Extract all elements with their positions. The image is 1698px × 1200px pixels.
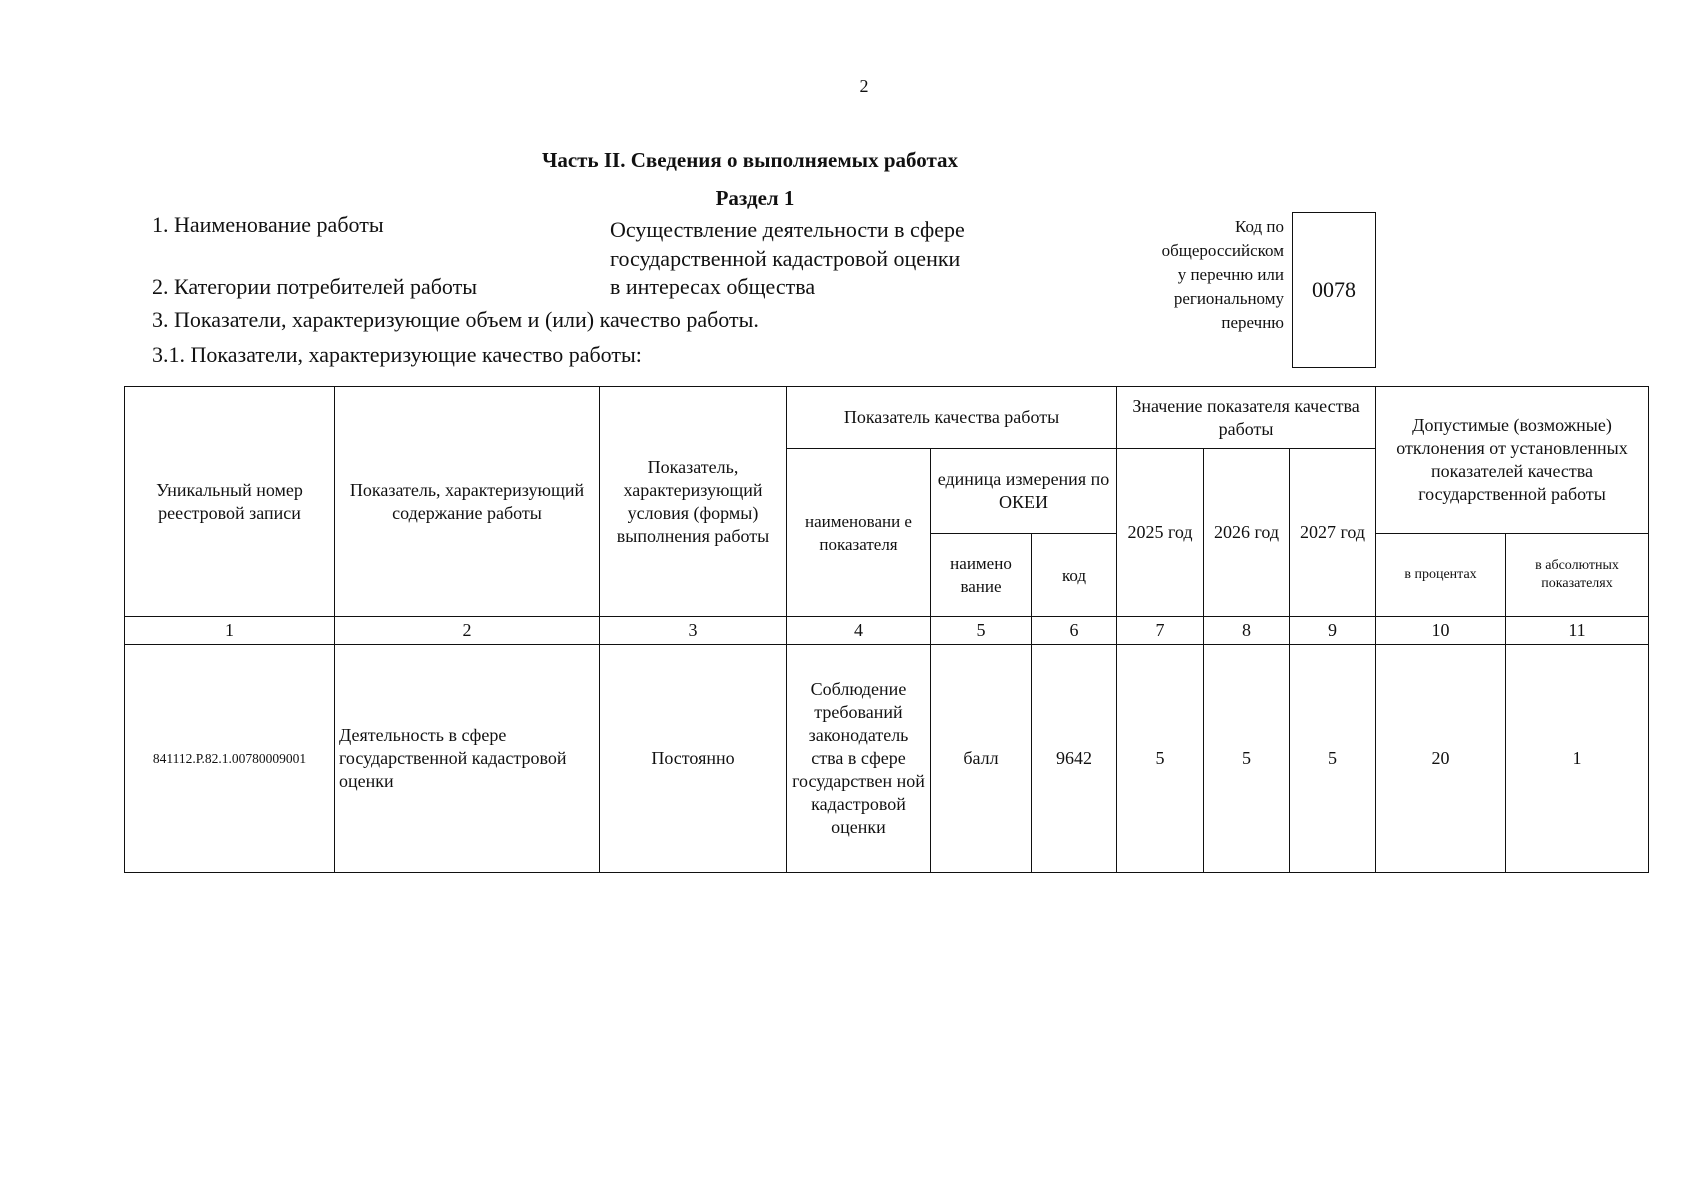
column-number: 7 [1117,617,1204,645]
code-value-box: 0078 [1292,212,1376,368]
column-number: 2 [335,617,600,645]
cell-deviation-absolute: 1 [1506,645,1649,873]
cell-value-2027: 5 [1290,645,1376,873]
column-number: 11 [1506,617,1649,645]
cell-value-2026: 5 [1204,645,1290,873]
header-year-2027: 2027 год [1290,449,1376,617]
section-title: Раздел 1 [715,186,795,210]
header-unit-name: наимено вание [931,534,1032,617]
page-number: 2 [859,76,869,96]
header-year-2026: 2026 год [1204,449,1290,617]
consumer-category-value: в интересах общества [610,274,816,299]
header-conditions-indicator: Показатель, характеризующий условия (формы) выполнения работы [600,387,787,617]
cell-unit-name: балл [931,645,1032,873]
cell-unit-code: 9642 [1032,645,1117,873]
header-indicator-name: наименовани е показателя [787,449,931,617]
column-number: 8 [1204,617,1290,645]
cell-conditions: Постоянно [600,645,787,873]
work-name-value-line2: государственной кадастровой оценки [610,246,961,271]
code-label-line: общероссийском [1161,241,1284,260]
code-label-line: перечню [1221,313,1284,332]
header-unit-code: код [1032,534,1117,617]
work-name-value-line1: Осуществление деятельности в сфере [610,217,965,242]
header-in-absolute: в абсолютных показателях [1506,534,1649,617]
item3-text: 3. Показатели, характеризующие объем и (или) качество работы. [152,307,759,332]
cell-content: Деятельность в сфере государственной кадастровой оценки [335,645,600,873]
code-label-line: у перечню или [1177,265,1284,284]
cell-deviation-percent: 20 [1376,645,1506,873]
table-row [125,645,1649,873]
item31-text: 3.1. Показатели, характеризующие качество работы: [152,342,642,367]
header-year-2025: 2025 год [1117,449,1204,617]
cell-indicator-name: Соблюдение требований законодатель ства в сфере государствен ной кадастровой оценки [787,645,931,873]
header-unit-okei: единица измерения по ОКЕИ [931,449,1117,534]
work-name-label: 1. Наименование работы [152,212,384,237]
quality-indicators-table [124,386,1649,873]
column-number: 9 [1290,617,1376,645]
column-number: 4 [787,617,931,645]
header-in-percent: в процентах [1376,534,1506,617]
cell-unique-number: 841112.Р.82.1.00780009001 [125,645,335,873]
header-unique-number: Уникальный номер реестровой записи [125,387,335,617]
code-label-line: региональному [1173,289,1284,308]
code-label-line: Код по [1235,217,1284,236]
code-label [1118,215,1284,335]
header-deviations: Допустимые (возможные) отклонения от установленных показателей качества государственной работы [1376,387,1649,534]
column-number: 5 [931,617,1032,645]
consumer-category-label: 2. Категории потребителей работы [152,274,478,299]
column-number: 1 [125,617,335,645]
part-title: Часть II. Сведения о выполняемых работах [541,148,959,172]
work-name-value [610,215,965,273]
header-quality-value: Значение показателя качества работы [1117,387,1376,449]
column-number: 10 [1376,617,1506,645]
cell-value-2025: 5 [1117,645,1204,873]
column-number: 3 [600,617,787,645]
column-number: 6 [1032,617,1117,645]
header-content-indicator: Показатель, характеризующий содержание работы [335,387,600,617]
header-quality-indicator: Показатель качества работы [787,387,1117,449]
